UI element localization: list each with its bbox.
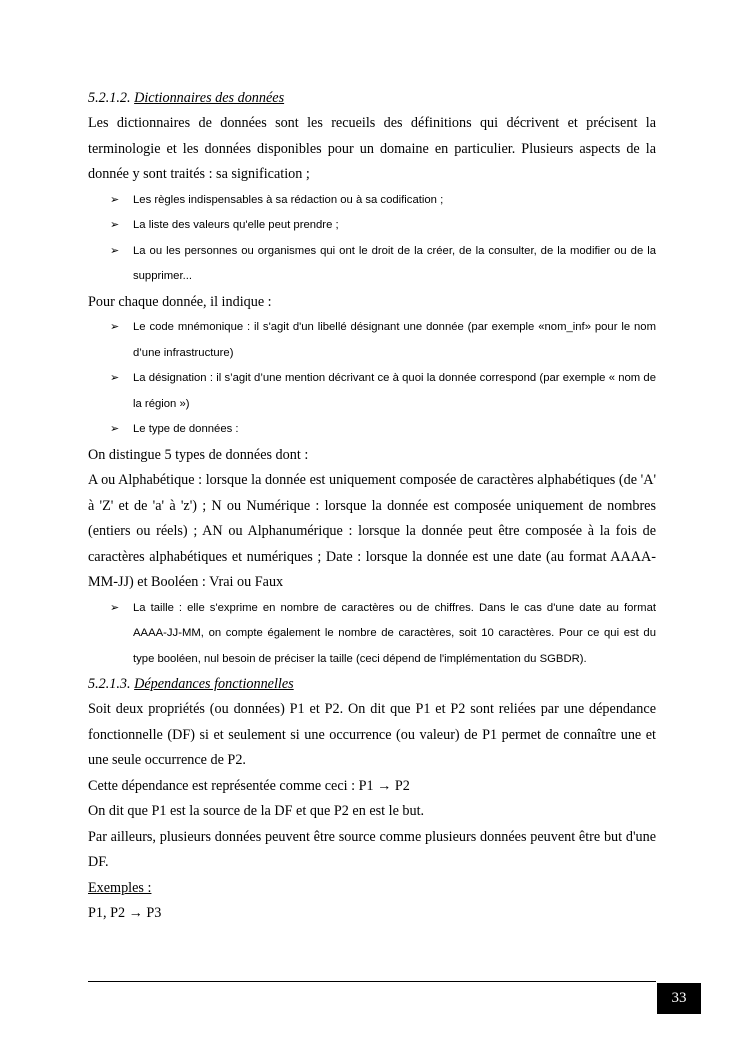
- types-paragraph: A ou Alphabétique : lorsque la donnée est uniquement composée de caractères alphabétiques (de 'A' à 'Z' et de 'a' à 'z') ; N ou Numérique : lorsque la donnée est composée uniquement de nombres (entiers ou réels) ; AN ou Alphanumérique : lorsque la donnée peut être composée à la fois de caractères alphabétiques et numériques ; Date : lorsque la donnée est une date (au format AAAA-MM-JJ) et Booléen : Vrai ou Faux: [88, 472, 656, 590]
- arrow-bullet-icon: ➢: [110, 193, 120, 206]
- list-item: [88, 239, 656, 290]
- list-item-text: Les règles indispensables à sa rédaction ou à sa codification ;: [133, 193, 444, 206]
- par-ailleurs-paragraph: Par ailleurs, plusieurs données peuvent être source comme plusieurs données peuvent être but d'une DF.: [88, 828, 656, 870]
- footer-divider: [88, 981, 656, 982]
- exemples-label: Exemples :: [88, 879, 152, 896]
- section-number: 5.2.1.3.: [88, 676, 131, 692]
- page-content: [88, 86, 656, 927]
- arrow-bullet-icon: ➢: [110, 372, 120, 384]
- arrow-bullet-icon: ➢: [110, 244, 120, 257]
- section-title: Dépendances fonctionnelles: [134, 676, 294, 692]
- page-number: 33: [657, 983, 701, 1014]
- bullet-list-aspects: [88, 188, 656, 290]
- list-item: [88, 213, 656, 239]
- dictionnaires-intro-paragraph: Les dictionnaires de données sont les recueils des définitions qui décrivent et précisent la terminologie et les données disponibles pour un domaine en particulier. Plusieurs aspects de la donnée y sont traités : sa signification ;: [88, 115, 656, 182]
- list-item: [88, 315, 656, 366]
- list-item: [88, 188, 656, 214]
- list-item: [88, 366, 656, 417]
- pour-chaque-paragraph: Pour chaque donnée, il indique :: [88, 293, 272, 310]
- arrow-bullet-icon: ➢: [110, 219, 120, 231]
- list-item: [88, 596, 656, 673]
- representation-paragraph: Cette dépendance est représentée comme ceci : P1 → P2: [88, 777, 410, 794]
- list-item-text: Le type de données :: [133, 423, 239, 435]
- section-number: 5.2.1.2.: [88, 90, 131, 106]
- bullet-list-indications: [88, 315, 656, 443]
- list-item-text: Le code mnémonique : il s'agit d'un libellé désignant une donnée (par exemple «nom_inf» pour le nom d’une infrastructure): [133, 321, 656, 359]
- list-item: [88, 417, 656, 443]
- list-item-text: La désignation : il s’agit d’une mention décrivant ce à quoi la donnée correspond (par exemple « nom de la région »): [133, 372, 656, 410]
- list-item-text: La liste des valeurs qu'elle peut prendre ;: [133, 219, 339, 231]
- section-heading-dictionnaires: [88, 86, 656, 111]
- on-distingue-paragraph: On distingue 5 types de données dont :: [88, 446, 309, 463]
- dependances-intro-paragraph: Soit deux propriétés (ou données) P1 et P2. On dit que P1 et P2 sont reliées par une dépendance fonctionnelle (DF) si et seulement si une occurrence (ou valeur) de P1 permet de connaître une et une seule occurrence de P2.: [88, 701, 656, 768]
- list-item-text: La taille : elle s'exprime en nombre de caractères ou de chiffres. Dans le cas d'une date au format AAAA-JJ-MM, on compte également le nombre de caractères, soit 10 caractères. Pour ce qui est du type booléen, nul besoin de préciser la taille (ceci dépend de l'implémentation du SGBDR).: [133, 601, 656, 665]
- arrow-bullet-icon: ➢: [110, 601, 120, 614]
- section-heading-dependances: [88, 672, 656, 697]
- arrow-bullet-icon: ➢: [110, 423, 120, 435]
- section-title: Dictionnaires des données: [134, 90, 285, 106]
- list-item-text: La ou les personnes ou organismes qui ont le droit de la créer, de la consulter, de la modifier ou de la supprimer...: [133, 244, 656, 282]
- source-but-paragraph: On dit que P1 est la source de la DF et que P2 en est le but.: [88, 803, 425, 819]
- arrow-bullet-icon: ➢: [110, 321, 120, 333]
- exemple-line: P1, P2 → P3: [88, 905, 162, 921]
- bullet-list-taille: [88, 596, 656, 673]
